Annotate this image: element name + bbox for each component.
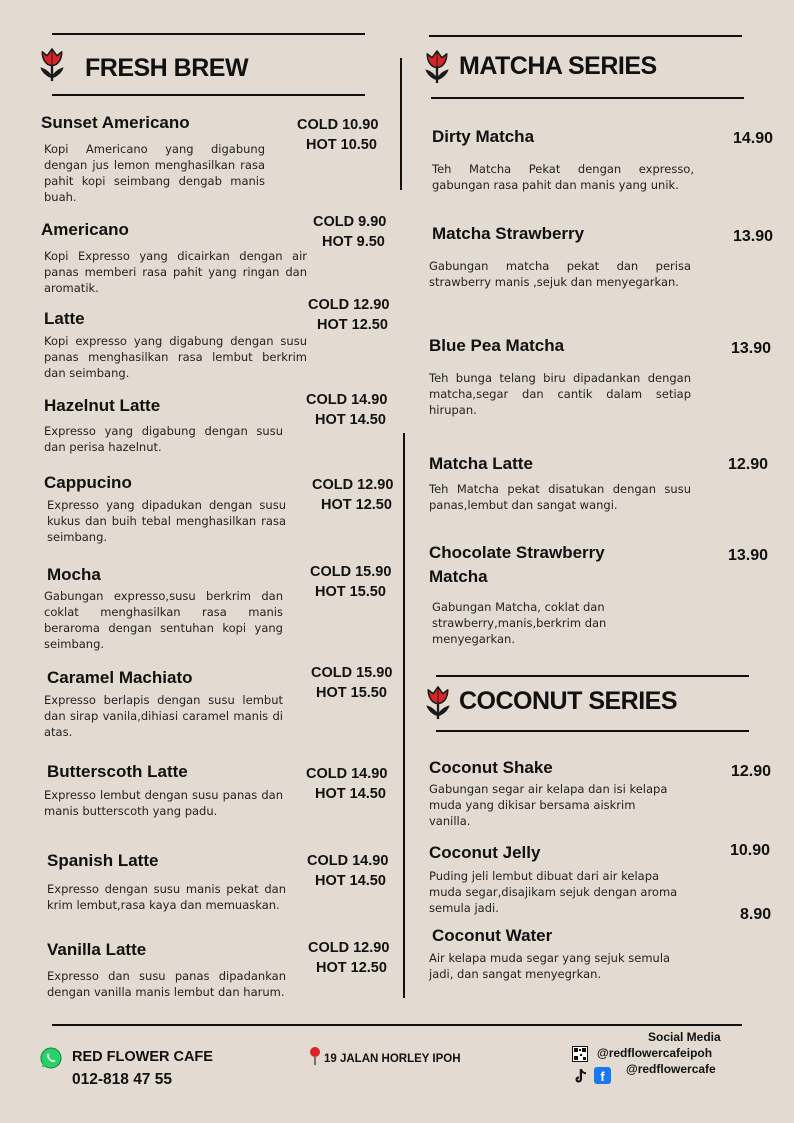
menu-item-desc: Gabungan matcha pekat dan perisa strawberry manis ,sejuk dan menyegarkan. (429, 259, 691, 289)
cafe-address: 19 JALAN HORLEY IPOH (324, 1053, 461, 1065)
menu-item-name: Coconut Shake (429, 758, 553, 777)
section-rule-top (429, 35, 742, 37)
menu-item-desc: Teh Matcha Pekat dengan expresso, gabungan rasa pahit dan manis yang unik. (432, 162, 694, 192)
tiktok-icon[interactable] (574, 1068, 588, 1084)
price-hot: HOT 15.50 (316, 685, 387, 701)
menu-item-name: Mocha (47, 565, 101, 584)
footer-rule (52, 1024, 742, 1026)
menu-item-desc: Air kelapa muda segar yang sejuk semula jadi, dan sangat menyegrkan. (429, 951, 671, 981)
price-cold: COLD 15.90 (311, 665, 393, 681)
menu-item-name: Matcha Latte (429, 454, 533, 473)
tulip-icon (423, 684, 453, 720)
menu-item-desc: Kopi Expresso yang dicairkan dengan air panas memberi rasa pahit yang ringan dan aromatik. (44, 249, 307, 295)
menu-item-name: Vanilla Latte (47, 940, 147, 959)
price-cold: COLD 14.90 (307, 853, 389, 869)
price-cold: COLD 14.90 (306, 392, 388, 408)
price-cold: COLD 10.90 (297, 117, 379, 133)
price: 13.90 (728, 547, 769, 564)
menu-item-name: Caramel Machiato (47, 668, 193, 687)
menu-item-name: Dirty Matcha (432, 127, 535, 146)
price: 13.90 (733, 228, 774, 245)
menu-item-desc: Expresso berlapis dengan susu lembut dan sirap vanila,dihiasi caramel manis di atas. (44, 693, 283, 739)
menu-item-desc: Gabungan expresso,susu berkrim dan coklat menghasilkan rasa manis beraroma dengan sentuhan kopi yang seimbang. (44, 589, 283, 651)
section-title-fresh-brew: FRESH BREW (85, 54, 249, 82)
column-divider (400, 58, 402, 190)
price: 12.90 (731, 763, 772, 780)
menu-item-desc: Expresso yang dipadukan dengan susu kukus dan buih tebal menghasilkan rasa seimbang. (47, 498, 286, 544)
menu-item-name: Sunset Americano (41, 113, 190, 132)
column-divider (403, 433, 405, 998)
menu-item-desc: Teh Matcha pekat disatukan dengan susu panas,lembut dan sangat wangi. (429, 482, 691, 512)
price-hot: HOT 10.50 (306, 137, 377, 153)
menu-item-desc: Gabungan segar air kelapa dan isi kelapa muda yang dikisar bersama aiskrim vanilla. (429, 782, 668, 828)
price: 12.90 (728, 456, 769, 473)
price-cold: COLD 12.90 (312, 477, 394, 493)
menu-item-name: Cappucino (44, 473, 132, 492)
menu-item-desc: Teh bunga telang biru dipadankan dengan matcha,segar dan cantik dalam setiap hirupan. (429, 371, 691, 417)
price-cold: COLD 14.90 (306, 766, 388, 782)
menu-item-desc: Puding jeli lembut dibuat dari air kelapa muda segar,disajikam sejuk dengan aroma semula jadi. (429, 869, 678, 915)
menu-item-name: Butterscoth Latte (47, 762, 188, 781)
price-cold: COLD 15.90 (310, 564, 392, 580)
menu-item-name: Hazelnut Latte (44, 396, 161, 415)
cafe-name: RED FLOWER CAFE (72, 1049, 213, 1065)
facebook-icon[interactable]: f (594, 1067, 611, 1084)
menu-item-name: Americano (41, 220, 129, 239)
menu-item-desc: Kopi Americano yang digabung dengan jus lemon menghasilkan rasa pahit kopi seimbang dengab manis buah. (44, 142, 265, 204)
price-hot: HOT 12.50 (316, 960, 387, 976)
menu-item-name: Coconut Water (432, 926, 553, 945)
section-rule-bottom (436, 730, 749, 732)
menu-item-desc: Expresso lembut dengan susu panas dan manis butterscoth yang padu. (44, 788, 283, 818)
price: 13.90 (731, 340, 772, 357)
instagram-handle[interactable]: @redflowercafeipoh (597, 1046, 713, 1060)
price-cold: COLD 12.90 (308, 940, 390, 956)
section-rule-bottom (431, 97, 744, 99)
price-hot: HOT 14.50 (315, 873, 386, 889)
menu-item-name: Blue Pea Matcha (429, 336, 565, 355)
menu-item-desc: Expresso yang digabung dengan susu dan perisa hazelnut. (44, 424, 283, 454)
section-title-coconut: COCONUT SERIES (459, 687, 678, 715)
tulip-icon (37, 46, 67, 82)
price-cold: COLD 12.90 (308, 297, 390, 313)
menu-item-name: Chocolate Strawberry (429, 543, 605, 562)
menu-item-desc: Expresso dengan susu manis pekat dan krim lembut,rasa kaya dan memuaskan. (47, 882, 286, 912)
section-rule-bottom (52, 94, 365, 96)
menu-item-name: Matcha Strawberry (432, 224, 585, 243)
menu-item-desc: Kopi expresso yang digabung dengan susu panas menghasilkan rasa lembut berkrim dan seimbang. (44, 334, 307, 380)
location-pin-icon (308, 1046, 322, 1066)
social-media-label: Social Media (648, 1030, 721, 1044)
menu-item-name-line2: Matcha (429, 567, 488, 586)
price-hot: HOT 14.50 (315, 786, 386, 802)
price-cold: COLD 9.90 (313, 214, 387, 230)
price-hot: HOT 14.50 (315, 412, 386, 428)
tulip-icon (422, 48, 452, 84)
menu-item-desc: Expresso dan susu panas dipadankan dengan vanilla manis lembut dan harum. (47, 969, 286, 999)
price-hot: HOT 12.50 (317, 317, 388, 333)
section-rule-top (436, 675, 749, 677)
price-hot: HOT 9.50 (322, 234, 385, 250)
menu-item-name: Latte (44, 309, 85, 328)
price-hot: HOT 15.50 (315, 584, 386, 600)
menu-item-name: Spanish Latte (47, 851, 159, 870)
section-title-matcha: MATCHA SERIES (459, 52, 657, 80)
cafe-phone: 012-818 47 55 (72, 1071, 172, 1088)
price-hot: HOT 12.50 (321, 497, 392, 513)
price: 14.90 (733, 130, 774, 147)
tiktok-facebook-handle[interactable]: @redflowercafe (626, 1062, 716, 1076)
qr-code-icon (572, 1046, 588, 1062)
menu-item-name: Coconut Jelly (429, 843, 541, 862)
price: 10.90 (730, 842, 771, 859)
whatsapp-icon (39, 1046, 63, 1070)
price: 8.90 (740, 906, 772, 923)
section-rule-top (52, 33, 365, 35)
menu-item-desc: Gabungan Matcha, coklat dan strawberry,manis,berkrim dan menyegarkan. (432, 600, 607, 646)
